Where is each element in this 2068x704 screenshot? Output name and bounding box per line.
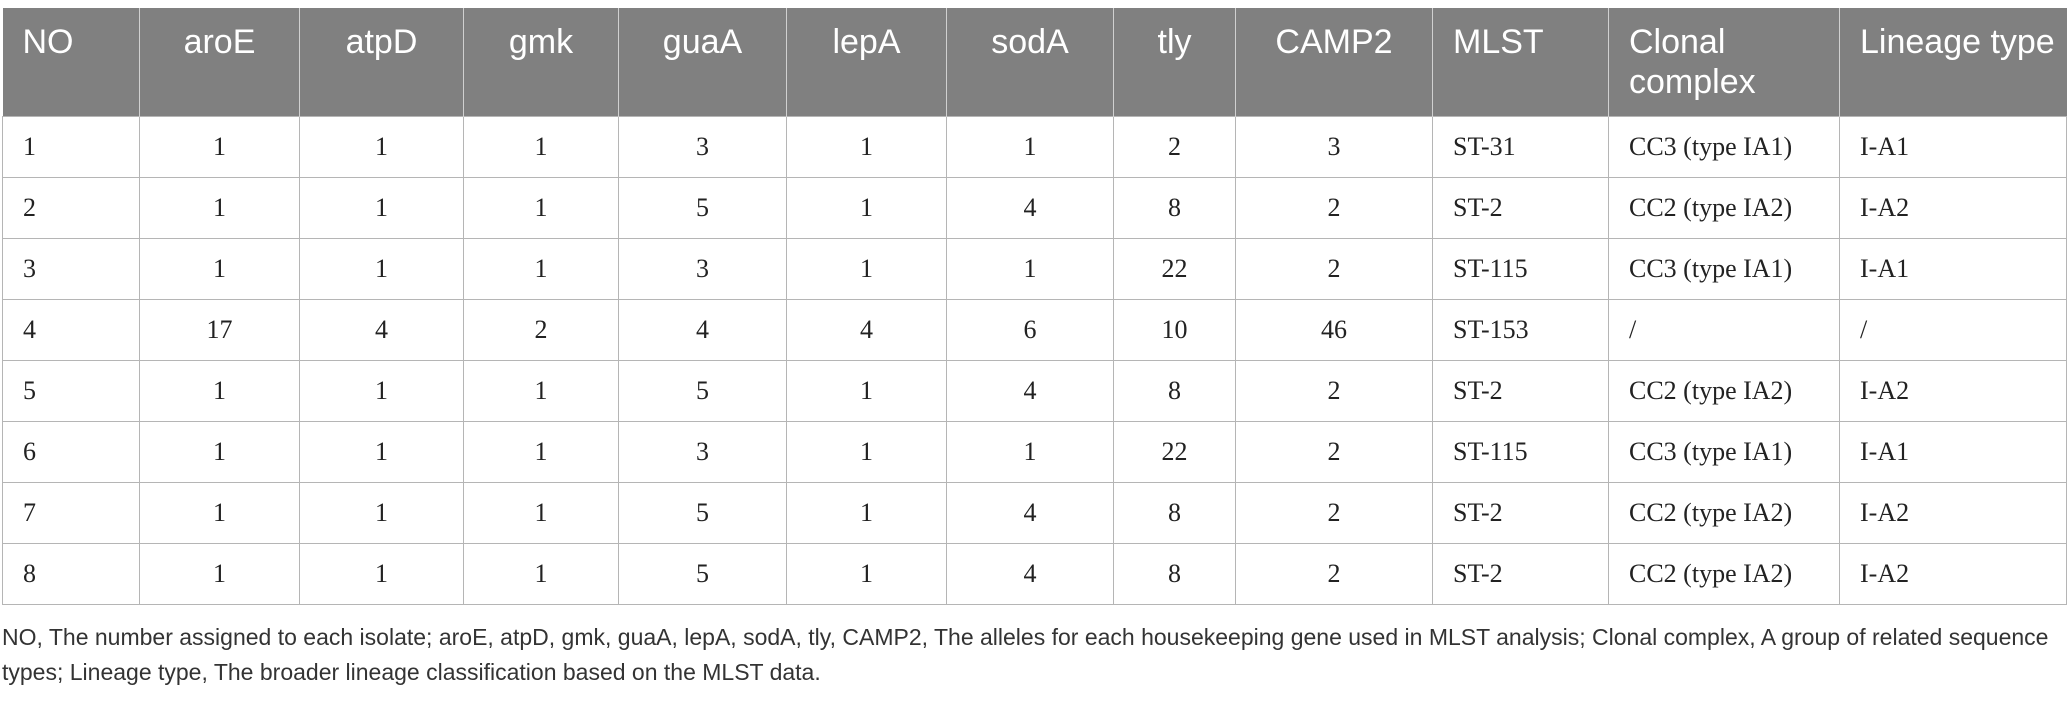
cell-aroe: 1 [140, 177, 300, 238]
cell-camp2: 2 [1236, 360, 1433, 421]
cell-aroe: 1 [140, 238, 300, 299]
cell-lepa: 1 [787, 421, 947, 482]
cell-gmk: 1 [464, 421, 619, 482]
cell-guaa: 5 [619, 360, 787, 421]
cell-clonal-complex: CC3 (type IA1) [1609, 421, 1840, 482]
table-row [3, 543, 2067, 604]
column-header-no: NO [3, 8, 140, 116]
table-row [3, 116, 2067, 177]
cell-mlst: ST-153 [1433, 299, 1609, 360]
cell-clonal-complex: CC3 (type IA1) [1609, 238, 1840, 299]
cell-no: 4 [3, 299, 140, 360]
cell-aroe: 1 [140, 116, 300, 177]
cell-clonal-complex: CC3 (type IA1) [1609, 116, 1840, 177]
cell-gmk: 1 [464, 116, 619, 177]
cell-clonal-complex: CC2 (type IA2) [1609, 482, 1840, 543]
cell-lineage-type: / [1840, 299, 2067, 360]
cell-no: 7 [3, 482, 140, 543]
cell-no: 3 [3, 238, 140, 299]
cell-aroe: 1 [140, 482, 300, 543]
cell-tly: 2 [1114, 116, 1236, 177]
cell-guaa: 3 [619, 421, 787, 482]
cell-tly: 22 [1114, 421, 1236, 482]
cell-aroe: 17 [140, 299, 300, 360]
cell-aroe: 1 [140, 421, 300, 482]
cell-camp2: 46 [1236, 299, 1433, 360]
cell-clonal-complex: CC2 (type IA2) [1609, 177, 1840, 238]
cell-gmk: 2 [464, 299, 619, 360]
column-header-guaa: guaA [619, 8, 787, 116]
cell-lepa: 1 [787, 360, 947, 421]
cell-guaa: 5 [619, 177, 787, 238]
cell-soda: 4 [947, 482, 1114, 543]
cell-camp2: 2 [1236, 543, 1433, 604]
table-row [3, 238, 2067, 299]
cell-camp2: 2 [1236, 238, 1433, 299]
cell-lepa: 1 [787, 482, 947, 543]
cell-gmk: 1 [464, 543, 619, 604]
cell-mlst: ST-2 [1433, 482, 1609, 543]
cell-lepa: 1 [787, 116, 947, 177]
table-header [3, 8, 2067, 116]
cell-camp2: 2 [1236, 421, 1433, 482]
cell-tly: 22 [1114, 238, 1236, 299]
cell-guaa: 3 [619, 238, 787, 299]
cell-guaa: 3 [619, 116, 787, 177]
cell-clonal-complex: CC2 (type IA2) [1609, 543, 1840, 604]
cell-gmk: 1 [464, 360, 619, 421]
cell-no: 5 [3, 360, 140, 421]
cell-lepa: 1 [787, 238, 947, 299]
cell-atpd: 1 [300, 177, 464, 238]
cell-lineage-type: I-A1 [1840, 238, 2067, 299]
cell-tly: 8 [1114, 177, 1236, 238]
cell-tly: 8 [1114, 543, 1236, 604]
cell-guaa: 4 [619, 299, 787, 360]
column-header-tly: tly [1114, 8, 1236, 116]
cell-lineage-type: I-A2 [1840, 360, 2067, 421]
column-header-mlst: MLST [1433, 8, 1609, 116]
cell-gmk: 1 [464, 177, 619, 238]
cell-no: 1 [3, 116, 140, 177]
cell-lineage-type: I-A2 [1840, 543, 2067, 604]
column-header-atpd: atpD [300, 8, 464, 116]
cell-no: 6 [3, 421, 140, 482]
cell-camp2: 3 [1236, 116, 1433, 177]
cell-lineage-type: I-A1 [1840, 421, 2067, 482]
table-row [3, 421, 2067, 482]
cell-soda: 4 [947, 177, 1114, 238]
cell-camp2: 2 [1236, 177, 1433, 238]
column-header-clonal-complex: Clonal complex [1609, 8, 1840, 116]
column-header-lineage-type: Lineage type [1840, 8, 2067, 116]
cell-lepa: 1 [787, 543, 947, 604]
cell-mlst: ST-2 [1433, 543, 1609, 604]
column-header-aroe: aroE [140, 8, 300, 116]
cell-mlst: ST-115 [1433, 421, 1609, 482]
header-row [3, 8, 2067, 116]
cell-atpd: 1 [300, 543, 464, 604]
table-row [3, 360, 2067, 421]
cell-gmk: 1 [464, 238, 619, 299]
cell-lineage-type: I-A1 [1840, 116, 2067, 177]
cell-mlst: ST-2 [1433, 177, 1609, 238]
column-header-camp2: CAMP2 [1236, 8, 1433, 116]
cell-mlst: ST-2 [1433, 360, 1609, 421]
cell-mlst: ST-115 [1433, 238, 1609, 299]
cell-atpd: 4 [300, 299, 464, 360]
cell-soda: 1 [947, 116, 1114, 177]
cell-atpd: 1 [300, 238, 464, 299]
cell-soda: 1 [947, 238, 1114, 299]
cell-guaa: 5 [619, 543, 787, 604]
table-row [3, 299, 2067, 360]
cell-no: 2 [3, 177, 140, 238]
cell-soda: 1 [947, 421, 1114, 482]
cell-lepa: 4 [787, 299, 947, 360]
cell-lineage-type: I-A2 [1840, 177, 2067, 238]
cell-guaa: 5 [619, 482, 787, 543]
cell-atpd: 1 [300, 360, 464, 421]
table-row [3, 177, 2067, 238]
cell-clonal-complex: CC2 (type IA2) [1609, 360, 1840, 421]
cell-atpd: 1 [300, 482, 464, 543]
cell-no: 8 [3, 543, 140, 604]
cell-mlst: ST-31 [1433, 116, 1609, 177]
column-header-soda: sodA [947, 8, 1114, 116]
cell-tly: 8 [1114, 360, 1236, 421]
column-header-gmk: gmk [464, 8, 619, 116]
cell-soda: 6 [947, 299, 1114, 360]
cell-atpd: 1 [300, 421, 464, 482]
cell-soda: 4 [947, 543, 1114, 604]
cell-gmk: 1 [464, 482, 619, 543]
cell-tly: 8 [1114, 482, 1236, 543]
cell-clonal-complex: / [1609, 299, 1840, 360]
table-body [3, 116, 2067, 604]
table-row [3, 482, 2067, 543]
table-footnote: NO, The number assigned to each isolate; aroE, atpD, gmk, guaA, lepA, sodA, tly, CAMP2, The alleles for each housekeeping gene used in MLST analysis; Clonal complex, A group of related sequence types; Lineage type, The broader lineage classification based on the MLST data. [2, 624, 2049, 685]
cell-aroe: 1 [140, 360, 300, 421]
cell-lineage-type: I-A2 [1840, 482, 2067, 543]
column-header-lepa: lepA [787, 8, 947, 116]
cell-soda: 4 [947, 360, 1114, 421]
cell-aroe: 1 [140, 543, 300, 604]
cell-camp2: 2 [1236, 482, 1433, 543]
mlst-table [2, 8, 2067, 605]
cell-lepa: 1 [787, 177, 947, 238]
cell-atpd: 1 [300, 116, 464, 177]
cell-tly: 10 [1114, 299, 1236, 360]
